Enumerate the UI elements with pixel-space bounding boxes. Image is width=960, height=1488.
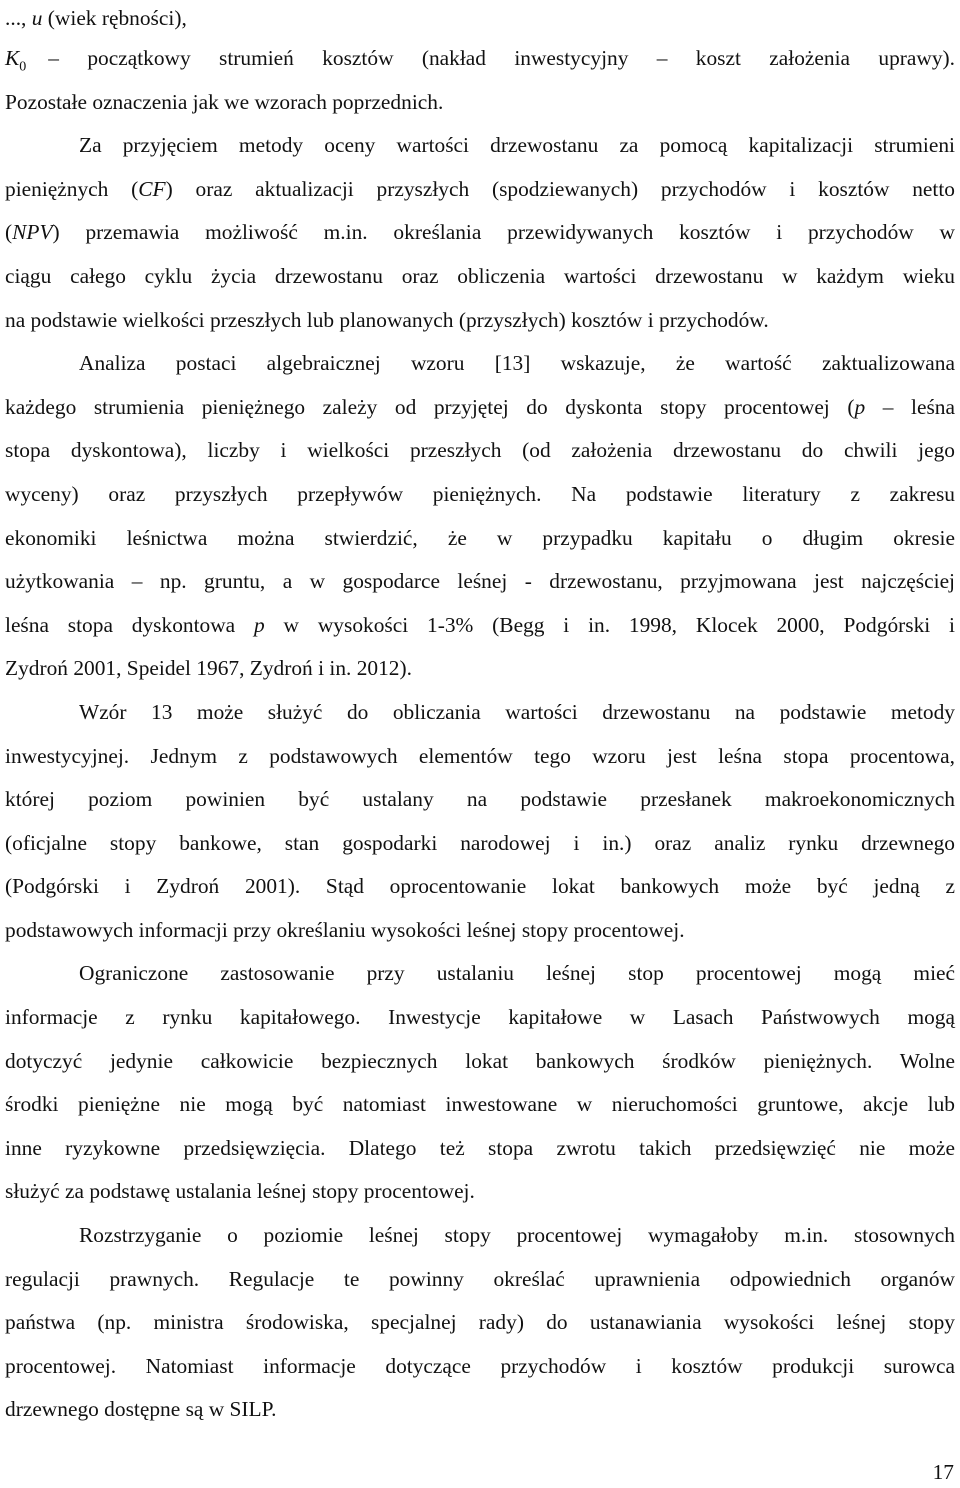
definition-text: – początkowy strumień kosztów (nakład inwestycyjny – koszt założenia uprawy). xyxy=(48,46,955,70)
paragraph-line: Zydroń 2001, Speidel 1967, Zydroń i in. 2012). xyxy=(5,656,412,681)
paragraph-line: na podstawie wielkości przeszłych lub planowanych (przyszłych) kosztów i przychodów. xyxy=(5,307,769,332)
text-fragment: (wiek rębności), xyxy=(42,6,187,30)
paragraph-line: pieniężnych (CF) oraz aktualizacji przyszłych (spodziewanych) przychodów i kosztów netto xyxy=(5,176,955,201)
text-fragment: ..., xyxy=(5,6,32,30)
paragraph-line: wyceny) oraz przyszłych przepływów pieniężnych. Na podstawie literatury z zakresu xyxy=(5,481,955,506)
paragraph-line: środki pieniężne nie mogą być natomiast inwestowane w nieruchomości gruntowe, akcje lub xyxy=(5,1092,955,1117)
paragraph-line: inne ryzykowne przedsięwzięcia. Dlatego też stopa zwrotu takich przedsięwzięć nie może xyxy=(5,1135,955,1160)
paragraph-line: służyć za podstawę ustalania leśnej stopy procentowej. xyxy=(5,1179,475,1204)
paragraph-line: podstawowych informacji przy określaniu wysokości leśnej stopy procentowej. xyxy=(5,917,685,942)
symbol-k0: $K_0$ xyxy=(5,46,27,75)
paragraph-line: stopa dyskontowa), liczby i wielkości przeszłych (od założenia drzewostanu do chwili jego xyxy=(5,438,955,463)
paragraph-line: (oficjalne stopy bankowe, stan gospodarki narodowej i in.) oraz analiz rynku drzewnego xyxy=(5,830,955,855)
paragraph-1 xyxy=(5,124,955,342)
paragraph-line: każdego strumienia pieniężnego zależy od przyjętej do dyskonta stopy procentowej (p – leśna xyxy=(5,394,956,419)
paragraph-line: drzewnego dostępne są w SILP. xyxy=(5,1397,277,1422)
paragraph-line: Za przyjęciem metody oceny wartości drzewostanu za pomocą kapitalizacji strumieni xyxy=(79,133,955,158)
paragraph-line: państwa (np. ministra środowiska, specjalnej rady) do ustanawiania wysokości leśnej stopy xyxy=(5,1310,955,1335)
paragraph-line: regulacji prawnych. Regulacje te powinny określać uprawnienia odpowiednich organów xyxy=(5,1266,955,1291)
paragraph-3 xyxy=(5,691,955,953)
paragraph-line: Ograniczone zastosowanie przy ustalaniu leśnej stop procentowej mogą mieć xyxy=(79,961,955,986)
paragraph-line: leśna stopa dyskontowa p w wysokości 1-3% (Begg i in. 1998, Klocek 2000, Podgórski i xyxy=(5,612,956,637)
paragraph-line: Wzór 13 może służyć do obliczania wartości drzewostanu na podstawie metody xyxy=(79,699,955,724)
paragraph-line: dotyczyć jedynie całkowicie bezpiecznych lokat bankowych środków pieniężnych. Wolne xyxy=(5,1048,955,1073)
paragraph-line: Analiza postaci algebraicznej wzoru [13] wskazuje, że wartość zaktualizowana xyxy=(79,351,955,376)
paragraph-line: procentowej. Natomiast informacje dotyczące przychodów i kosztów produkcji surowca xyxy=(5,1353,955,1378)
definition-line-k0 xyxy=(5,37,955,81)
paragraph-line: (NPV) przemawia możliwość m.in. określania przewidywanych kosztów i przychodów w xyxy=(5,220,955,245)
paragraph-line: inwestycyjnej. Jednym z podstawowych elementów tego wzoru jest leśna stopa procentowa, xyxy=(5,743,955,768)
definition-note: Pozostałe oznaczenia jak we wzorach poprzednich. xyxy=(5,89,444,114)
paragraph-line: ekonomiki leśnictwa można stwierdzić, że w przypadku kapitału o długim okresie xyxy=(5,525,955,550)
symbol-u: u xyxy=(31,6,43,30)
paragraph-line: ciągu całego cyklu życia drzewostanu oraz obliczenia wartości drzewostanu w każdym wieku xyxy=(5,263,955,288)
page-number: 17 xyxy=(932,1460,954,1484)
definition-line-u xyxy=(5,0,955,37)
paragraph-4 xyxy=(5,952,955,1214)
paragraph-line: której poziom powinien być ustalany na podstawie przesłanek makroekonomicznych xyxy=(5,787,955,812)
paragraph-line: informacje z rynku kapitałowego. Inwestycje kapitałowe w Lasach Państwowych mogą xyxy=(5,1005,955,1030)
paragraph-line: użytkowania – np. gruntu, a w gospodarce leśnej - drzewostanu, przyjmowana jest najczęściej xyxy=(5,569,955,594)
paragraph-5 xyxy=(5,1214,955,1432)
paragraph-line: (Podgórski i Zydroń 2001). Stąd oprocentowanie lokat bankowych może być jedną z xyxy=(5,874,955,899)
document-page xyxy=(5,0,955,1432)
paragraph-2 xyxy=(5,342,955,691)
paragraph-line: Rozstrzyganie o poziomie leśnej stopy procentowej wymagałoby m.in. stosownych xyxy=(79,1223,955,1248)
